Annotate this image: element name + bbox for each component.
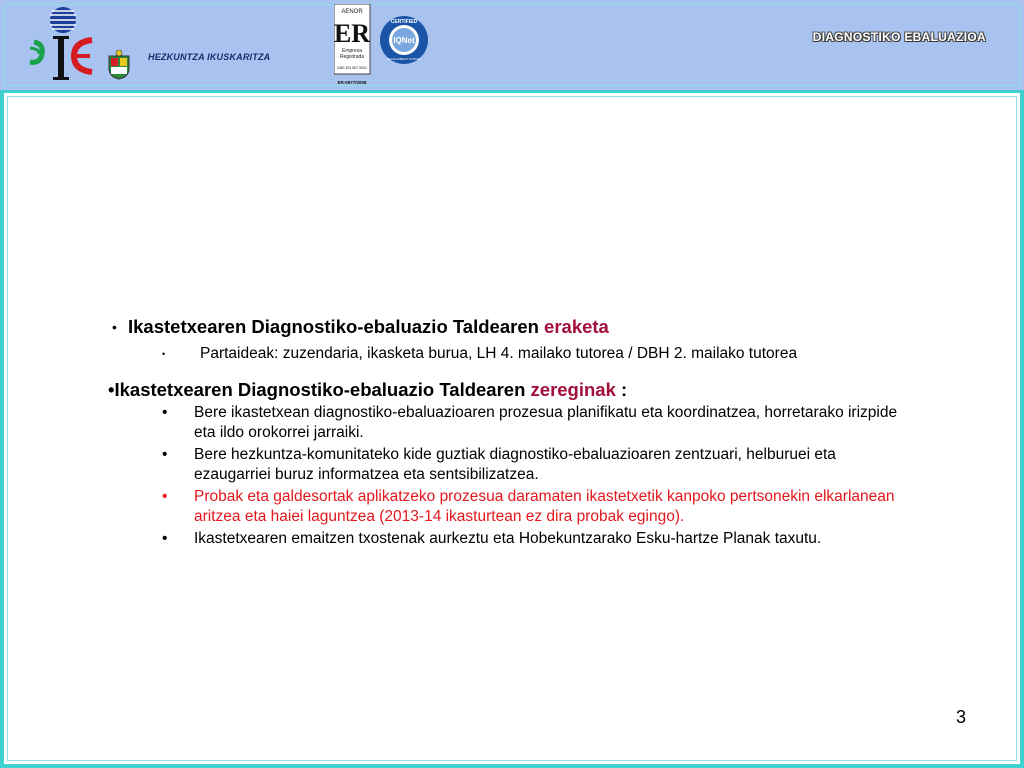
section2-bullet-item [112,529,912,549]
registrada-text: Registrada [339,54,365,60]
section2-bullet-list [112,403,912,549]
er-mark-icon [334,19,370,48]
org-name: HEZKUNTZA IKUSKARITZA [148,52,271,62]
globe-icon [50,7,76,33]
bullet-dot: • [162,349,166,359]
mgmt-system-text: MANAGEMENT SYSTEM [386,57,422,61]
section1-heading [112,316,912,338]
iqnet-text: IQNet [393,36,415,45]
svg-text:ER: ER [334,19,371,48]
certified-text: CERTIFIED [390,19,418,25]
section1-bullet [112,344,912,364]
section2-bullet-item [112,403,912,443]
bullet-dot: • [162,446,168,463]
section1-bullet-text: Partaideak: zuzendaria, ikasketa burua, LH 4. mailako tutorea / DBH 2. mailako tutorea [200,345,798,362]
page-title: DIAGNOSTIKO EBALUAZIOA [812,30,986,44]
section2-title-main: •Ikastetxearen Diagnostiko-ebaluazio Taldearen [108,379,531,400]
section2-title-end: : [615,379,628,400]
basque-government-seal-icon [106,50,132,80]
bullet-dot: • [162,404,168,421]
section2-bullet-item [112,487,912,527]
section2-bullet-text: Bere hezkuntza-komunitateko kide guztiak diagnostiko-ebaluazioaren zentzuari, helburuei eta ezaugarriei buruz informatzea eta sentsibilizatzea. [194,446,836,483]
section1-title-main: Ikastetxearen Diagnostiko-ebaluazio Taldearen [128,316,545,337]
slide-header [0,0,1024,93]
section1-title-accent: eraketa [544,316,609,337]
section2-title-accent: zereginak [530,379,616,400]
section2-bullet-item [112,445,912,485]
section2-bullet-text: Probak eta galdesortak aplikatzeko prozesua daramaten ikastetxetik kanpoko pertsonekin elkarlanean aritzea eta haiei laguntzea (2013-14 ikasturtean ez dira probak egingo). [194,488,895,525]
bullet-dot: • [162,488,168,505]
page-number: 3 [955,707,966,727]
section2-bullet-text: Bere ikastetxean diagnostiko-ebaluazioaren prozesua planifikatu eta koordinatzea, horretarako irizpide eta ildo orokorrei jarraiki. [194,404,898,441]
ihe-logo [24,4,104,86]
section2-bullet-text: Ikastetxearen emaitzen txostenak aurkeztu eta Hobekuntzarako Esku-hartze Planak taxutu. [194,530,822,547]
section2-heading [108,379,912,401]
slide-content [108,316,912,549]
aenor-iqnet-certification [334,4,434,88]
iso-text: UNE-EN ISO 9001 [337,66,367,70]
header-border [4,4,1020,86]
cert-code: ER-0977/2008 [337,80,367,85]
empresa-text: Empresa [341,48,363,54]
bullet-dot: • [162,530,168,547]
aenor-text: AENOR [341,9,363,15]
